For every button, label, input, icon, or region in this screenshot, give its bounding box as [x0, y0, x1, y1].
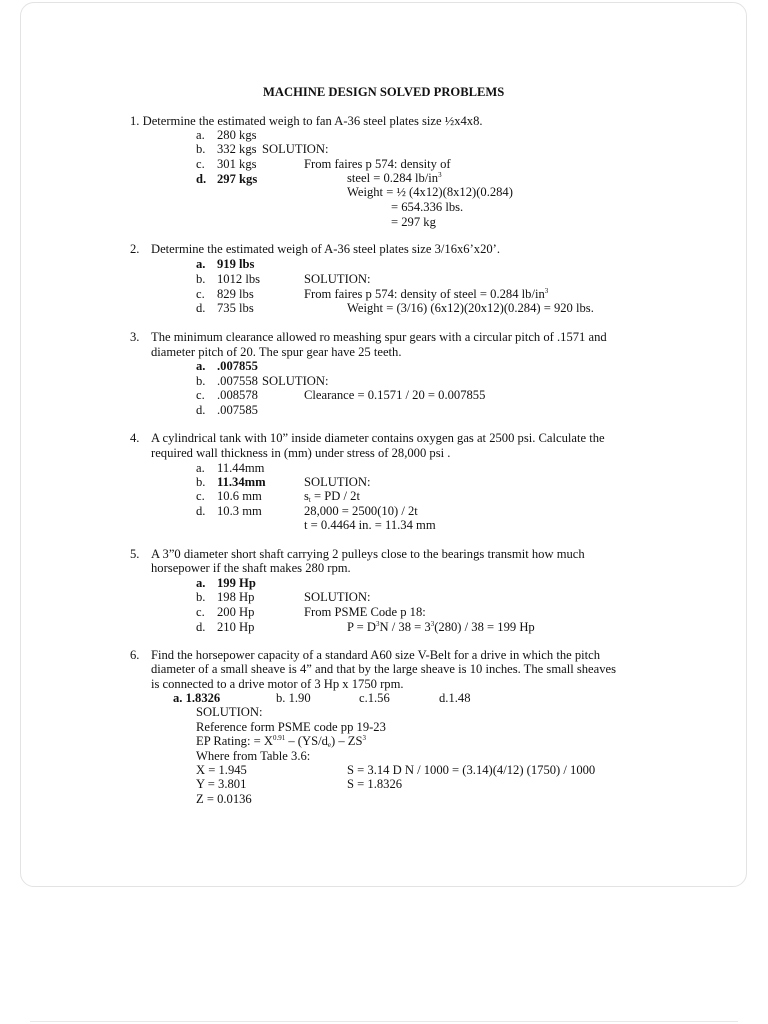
q2-choice-a-answer: 919 lbs	[217, 257, 255, 271]
question-6-line-1: Find the horsepower capacity of a standard A60 size V-Belt for a drive in which the pitch	[151, 648, 601, 662]
q4-choice-c-letter: c.	[196, 489, 205, 503]
q5-choice-c-letter: c.	[196, 605, 205, 619]
q1-choice-b-letter: b.	[196, 142, 206, 156]
q6-number: 6.	[130, 648, 140, 662]
q5-choice-b: 198 Hp	[217, 590, 255, 604]
q4-solution-line-2: 28,000 = 2500(10) / 2t	[304, 504, 418, 518]
question-6-line-2: diameter of a small sheave is 4” and that by the large sheave is 10 inches. The small sheaves	[151, 662, 617, 676]
q1-choice-b: 332 kgs	[217, 142, 257, 156]
q6-reference: Reference form PSME code pp 19-23	[196, 720, 386, 734]
q6-choice-c: c.1.56	[359, 691, 390, 705]
q3-choice-d-letter: d.	[196, 403, 206, 417]
q3-solution-label: SOLUTION:	[262, 374, 329, 388]
q4-choice-d: 10.3 mm	[217, 504, 262, 518]
q3-choice-b-letter: b.	[196, 374, 206, 388]
q6-y-value: Y = 3.801	[196, 777, 247, 791]
q2-choice-c: 829 lbs	[217, 287, 254, 301]
q1-solution-label: SOLUTION:	[262, 142, 329, 156]
question-1: 1. Determine the estimated weigh to fan A-36 steel plates size ½x4x8.	[130, 114, 483, 128]
page-title: MACHINE DESIGN SOLVED PROBLEMS	[263, 85, 505, 99]
q6-choice-b: b. 1.90	[276, 691, 311, 705]
q4-choice-a-letter: a.	[196, 461, 205, 475]
q5-choice-b-letter: b.	[196, 590, 206, 604]
q4-choice-a: 11.44mm	[217, 461, 265, 475]
q1-choice-d-answer: 297 kgs	[217, 172, 258, 186]
question-4-line-1: A cylindrical tank with 10” inside diameter contains oxygen gas at 2500 psi. Calculate the	[151, 431, 605, 445]
q4-choice-b-answer: 11.34mm	[217, 475, 266, 489]
q1-solution-line-1: From faires p 574: density of	[304, 157, 451, 171]
q3-choice-a-letter: a.	[196, 359, 206, 373]
q1-choice-a: 280 kgs	[217, 128, 257, 142]
q2-solution-line-1: From faires p 574: density of steel = 0.284 $lb/in^3$	[304, 287, 549, 301]
q5-number: 5.	[130, 547, 140, 561]
q6-ep-rating: EP Rating: = $X^{0.91} - (YS/d_e) - ZS^3$	[196, 734, 366, 749]
question-3-line-1: The minimum clearance allowed ro meashing spur gears with a circular pitch of .1571 and	[151, 330, 607, 344]
q6-solution-label: SOLUTION:	[196, 705, 263, 719]
q2-solution-line-2: Weight = (3/16) (6x12)(20x12)(0.284) = 920 lbs.	[347, 301, 594, 315]
q6-s-result: S = 1.8326	[347, 777, 403, 791]
q1-solution-line-4: = 654.336 lbs.	[391, 200, 464, 214]
q1-choice-d-letter: d.	[196, 172, 207, 186]
q2-solution-label: SOLUTION:	[304, 272, 371, 286]
q6-choice-a-answer: a. 1.8326	[173, 691, 221, 705]
question-6-line-3: is connected to a drive motor of 3 Hp x 1750 rpm.	[151, 677, 404, 691]
q5-solution-line-2: $P = D^3N / 38 = 3^3(280) / 38 = 199$ Hp	[347, 620, 535, 634]
q4-solution-label: SOLUTION:	[304, 475, 371, 489]
q1-choice-c: 301 kgs	[217, 157, 257, 171]
q6-s-formula: S = 3.14 D N / 1000 = (3.14)(4/12) (1750) / 1000	[347, 763, 596, 777]
question-5-line-2: horsepower if the shaft makes 280 rpm.	[151, 561, 351, 575]
question-3-line-2: diameter pitch of 20. The spur gear have 25 teeth.	[151, 345, 402, 359]
q1-solution-line-3: Weight = ½ (4x12)(8x12)(0.284)	[347, 185, 513, 199]
q1-solution-line-5: = 297 kg	[391, 215, 436, 229]
q4-solution-line-3: t = 0.4464 in. = 11.34 mm	[304, 518, 436, 532]
question-4-line-2: required wall thickness in (mm) under stress of 28,000 psi .	[151, 446, 451, 460]
question-2: Determine the estimated weigh of A-36 steel plates size 3/16x6’x20’.	[151, 242, 501, 256]
q3-solution-line-1: Clearance = 0.1571 / 20 = 0.007855	[304, 388, 486, 402]
q3-choice-d: .007585	[217, 403, 258, 417]
q3-choice-b: .007558	[217, 374, 258, 388]
page-divider	[30, 1021, 738, 1022]
q5-choice-d: 210 Hp	[217, 620, 255, 634]
q3-choice-c-letter: c.	[196, 388, 205, 402]
q4-number: 4.	[130, 431, 140, 445]
q1-choice-a-letter: a.	[196, 128, 205, 142]
q2-choice-d-letter: d.	[196, 301, 206, 315]
q2-choice-c-letter: c.	[196, 287, 205, 301]
q4-solution-line-1: $s_t$ = PD / 2t	[304, 489, 360, 504]
q5-choice-c: 200 Hp	[217, 605, 255, 619]
q2-choice-a-letter: a.	[196, 257, 206, 271]
q6-where: Where from Table 3.6:	[196, 749, 311, 763]
q5-solution-line-1: From PSME Code p 18:	[304, 605, 426, 619]
q2-choice-b: 1012 lbs	[217, 272, 261, 286]
q3-choice-a-answer: .007855	[217, 359, 258, 373]
q1-choice-c-letter: c.	[196, 157, 205, 171]
q5-choice-a-answer: 199 Hp	[217, 576, 256, 590]
q6-choice-d: d.1.48	[439, 691, 471, 705]
q4-choice-c: 10.6 mm	[217, 489, 262, 503]
q2-choice-b-letter: b.	[196, 272, 206, 286]
q5-solution-label: SOLUTION:	[304, 590, 371, 604]
q2-choice-d: 735 lbs	[217, 301, 254, 315]
q2-number: 2.	[130, 242, 140, 256]
q6-z-value: Z = 0.0136	[196, 792, 252, 806]
q1-solution-line-2: steel = 0.284 $lb/in^3$	[347, 171, 442, 185]
q3-choice-c: .008578	[217, 388, 258, 402]
q3-number: 3.	[130, 330, 140, 344]
q4-choice-d-letter: d.	[196, 504, 206, 518]
q5-choice-d-letter: d.	[196, 620, 206, 634]
q6-x-value: X = 1.945	[196, 763, 247, 777]
question-5-line-1: A 3”0 diameter short shaft carrying 2 pulleys close to the bearings transmit how much	[151, 547, 585, 561]
q5-choice-a-letter: a.	[196, 576, 206, 590]
q4-choice-b-letter: b.	[196, 475, 206, 489]
